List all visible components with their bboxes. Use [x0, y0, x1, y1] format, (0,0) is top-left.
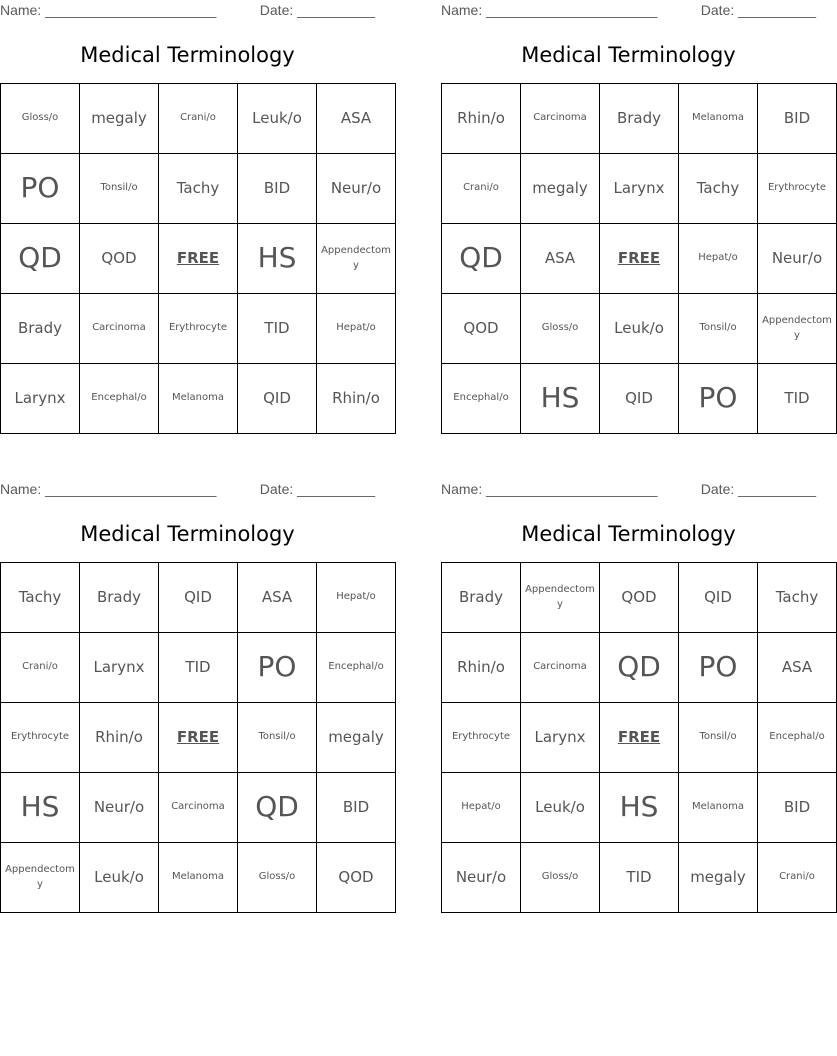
bingo-cell: BID	[758, 773, 837, 843]
bingo-cell: PO	[238, 633, 317, 703]
name-date-line	[0, 481, 375, 497]
bingo-cell: Melanoma	[159, 843, 238, 913]
bingo-cell: Appendectomy	[758, 294, 837, 364]
grid-row	[1, 773, 396, 843]
grid-row	[442, 563, 837, 633]
bingo-cell: HS	[600, 773, 679, 843]
bingo-cell: PO	[679, 633, 758, 703]
bingo-cell: Brady	[80, 563, 159, 633]
bingo-cell: Larynx	[600, 154, 679, 224]
free-space-cell: FREE	[600, 703, 679, 773]
card-title: Medical Terminology	[80, 522, 295, 546]
bingo-cell: Tachy	[679, 154, 758, 224]
card-title: Medical Terminology	[80, 43, 295, 67]
grid-row	[1, 364, 396, 434]
grid-row	[1, 633, 396, 703]
bingo-cell: megaly	[317, 703, 396, 773]
bingo-cell: megaly	[80, 84, 159, 154]
bingo-cell: Brady	[1, 294, 80, 364]
bingo-grid	[0, 83, 396, 434]
grid-row	[1, 843, 396, 913]
grid-row	[442, 843, 837, 913]
grid-row	[442, 294, 837, 364]
bingo-cell: Neur/o	[442, 843, 521, 913]
bingo-cell: BID	[238, 154, 317, 224]
bingo-cell: TID	[159, 633, 238, 703]
bingo-cell: ASA	[521, 224, 600, 294]
grid-row	[1, 294, 396, 364]
bingo-cell: Larynx	[1, 364, 80, 434]
bingo-cell: Tachy	[758, 563, 837, 633]
bingo-cell: Encephal/o	[442, 364, 521, 434]
bingo-cell: Tonsil/o	[80, 154, 159, 224]
bingo-cell: Leuk/o	[600, 294, 679, 364]
bingo-cell: Carcinoma	[521, 633, 600, 703]
bingo-cell: Brady	[600, 84, 679, 154]
bingo-cell: Gloss/o	[521, 294, 600, 364]
bingo-cell: QOD	[80, 224, 159, 294]
bingo-cell: Erythrocyte	[159, 294, 238, 364]
bingo-cell: Neur/o	[317, 154, 396, 224]
bingo-cell: HS	[238, 224, 317, 294]
bingo-cell: Tonsil/o	[679, 703, 758, 773]
bingo-cell: megaly	[679, 843, 758, 913]
bingo-cell: Tonsil/o	[238, 703, 317, 773]
name-field-label: Name: ______________________	[0, 481, 217, 497]
bingo-cell: Rhin/o	[317, 364, 396, 434]
bingo-cell: QOD	[317, 843, 396, 913]
bingo-cell: QD	[600, 633, 679, 703]
bingo-cell: Hepat/o	[317, 563, 396, 633]
card-title: Medical Terminology	[521, 522, 736, 546]
bingo-cell: Hepat/o	[679, 224, 758, 294]
grid-row	[442, 773, 837, 843]
bingo-cell: Appendectomy	[521, 563, 600, 633]
date-field-label: Date: __________	[700, 481, 816, 497]
bingo-grid	[441, 83, 837, 434]
bingo-cell: Brady	[442, 563, 521, 633]
bingo-cell: Erythrocyte	[1, 703, 80, 773]
name-date-line	[0, 2, 375, 18]
bingo-cell: BID	[758, 84, 837, 154]
bingo-cell: Melanoma	[159, 364, 238, 434]
bingo-cell: Encephal/o	[317, 633, 396, 703]
name-date-line	[441, 2, 816, 18]
bingo-cell: TID	[600, 843, 679, 913]
grid-row	[442, 703, 837, 773]
bingo-cell: Neur/o	[758, 224, 837, 294]
grid-row	[1, 224, 396, 294]
grid-row	[1, 84, 396, 154]
grid-row	[1, 563, 396, 633]
bingo-cell: Neur/o	[80, 773, 159, 843]
bingo-cell: QD	[238, 773, 317, 843]
bingo-cell: Leuk/o	[521, 773, 600, 843]
bingo-cell: Erythrocyte	[758, 154, 837, 224]
grid-row	[1, 154, 396, 224]
bingo-cell: Rhin/o	[442, 633, 521, 703]
free-space-cell: FREE	[600, 224, 679, 294]
bingo-cell: QD	[442, 224, 521, 294]
grid-row	[442, 84, 837, 154]
bingo-cell: Gloss/o	[1, 84, 80, 154]
bingo-cell: Rhin/o	[442, 84, 521, 154]
bingo-cell: megaly	[521, 154, 600, 224]
grid-row	[1, 703, 396, 773]
bingo-cell: ASA	[758, 633, 837, 703]
date-field-label: Date: __________	[259, 2, 375, 18]
bingo-cell: Tonsil/o	[679, 294, 758, 364]
bingo-cell: QID	[679, 563, 758, 633]
bingo-cell: Melanoma	[679, 84, 758, 154]
bingo-cell: Crani/o	[159, 84, 238, 154]
bingo-cell: Carcinoma	[521, 84, 600, 154]
bingo-cell: QOD	[600, 563, 679, 633]
bingo-cell: Tachy	[1, 563, 80, 633]
bingo-cell: QID	[159, 563, 238, 633]
bingo-cell: Tachy	[159, 154, 238, 224]
bingo-grid	[441, 562, 837, 913]
bingo-cell: ASA	[317, 84, 396, 154]
bingo-cell: QID	[238, 364, 317, 434]
bingo-cell: QID	[600, 364, 679, 434]
name-field-label: Name: ______________________	[441, 2, 658, 18]
bingo-cell: Gloss/o	[238, 843, 317, 913]
name-field-label: Name: ______________________	[441, 481, 658, 497]
bingo-cell: Carcinoma	[80, 294, 159, 364]
bingo-cell: Hepat/o	[317, 294, 396, 364]
bingo-cell: TID	[238, 294, 317, 364]
bingo-cell: Appendectomy	[317, 224, 396, 294]
bingo-cell: Carcinoma	[159, 773, 238, 843]
bingo-cell: PO	[679, 364, 758, 434]
bingo-cell: Larynx	[80, 633, 159, 703]
card-title: Medical Terminology	[521, 43, 736, 67]
bingo-cell: Crani/o	[1, 633, 80, 703]
bingo-cell: QD	[1, 224, 80, 294]
bingo-grid	[0, 562, 396, 913]
bingo-cell: Encephal/o	[758, 703, 837, 773]
name-date-line	[441, 481, 816, 497]
bingo-cell: HS	[1, 773, 80, 843]
bingo-cell: Rhin/o	[80, 703, 159, 773]
date-field-label: Date: __________	[259, 481, 375, 497]
bingo-cell: Erythrocyte	[442, 703, 521, 773]
bingo-cell: Leuk/o	[80, 843, 159, 913]
free-space-cell: FREE	[159, 703, 238, 773]
bingo-cell: Crani/o	[442, 154, 521, 224]
bingo-cell: Hepat/o	[442, 773, 521, 843]
bingo-cell: Larynx	[521, 703, 600, 773]
date-field-label: Date: __________	[700, 2, 816, 18]
name-field-label: Name: ______________________	[0, 2, 217, 18]
grid-row	[442, 224, 837, 294]
free-space-cell: FREE	[159, 224, 238, 294]
grid-row	[442, 364, 837, 434]
bingo-cell: TID	[758, 364, 837, 434]
bingo-cell: BID	[317, 773, 396, 843]
grid-row	[442, 154, 837, 224]
grid-row	[442, 633, 837, 703]
bingo-cell: ASA	[238, 563, 317, 633]
bingo-cell: Encephal/o	[80, 364, 159, 434]
bingo-cell: Melanoma	[679, 773, 758, 843]
bingo-cell: Appendectomy	[1, 843, 80, 913]
bingo-cell: PO	[1, 154, 80, 224]
bingo-cell: QOD	[442, 294, 521, 364]
bingo-cell: HS	[521, 364, 600, 434]
bingo-cell: Leuk/o	[238, 84, 317, 154]
bingo-cell: Gloss/o	[521, 843, 600, 913]
bingo-cell: Crani/o	[758, 843, 837, 913]
